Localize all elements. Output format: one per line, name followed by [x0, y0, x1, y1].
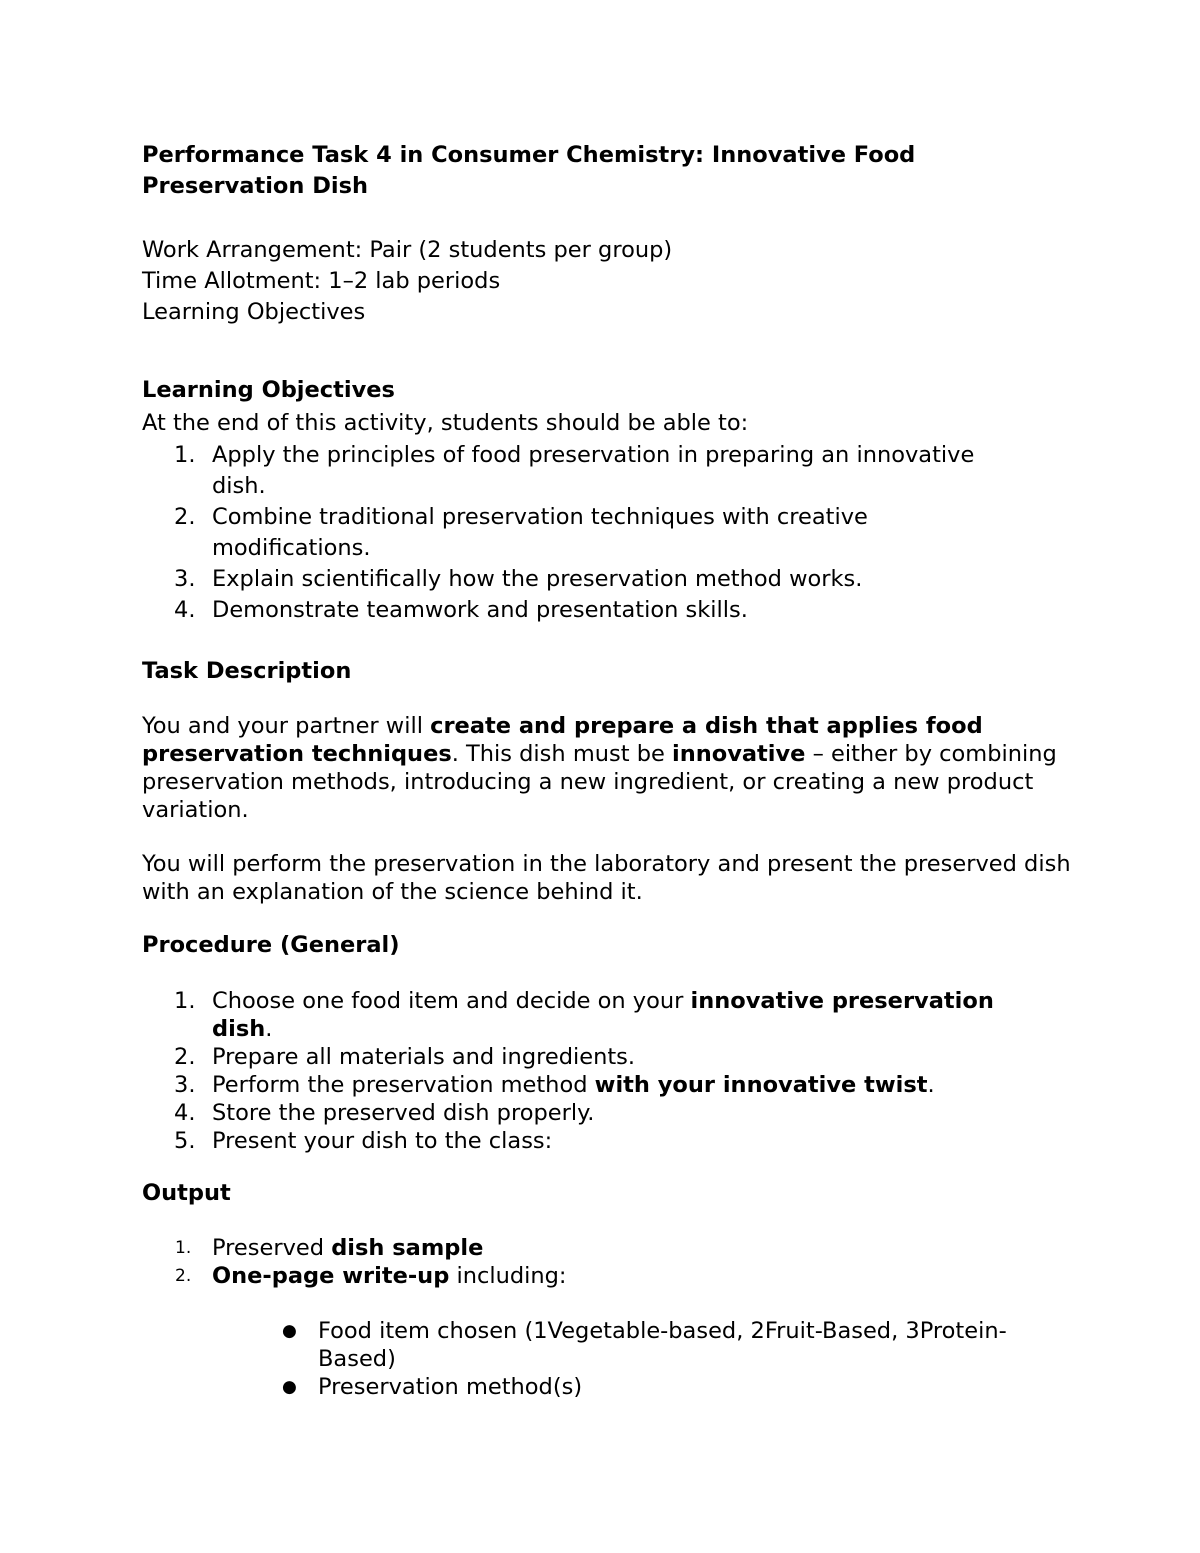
list-item: 3. Perform the preservation method with your innovative twist.	[174, 1072, 935, 1098]
list-item: ● Food item chosen (1Vegetable-based, 2Fruit-Based, 3Protein- Based)	[282, 1318, 1007, 1372]
bullet-icon: ●	[282, 1321, 297, 1341]
work-arrangement: Work Arrangement: Pair (2 students per group)	[142, 237, 673, 263]
list-item: ● Preservation method(s)	[282, 1374, 583, 1400]
procedure-heading: Procedure (General)	[142, 932, 400, 958]
list-item: 4. Demonstrate teamwork and presentation skills.	[174, 597, 748, 623]
task-paragraph-2: You will perform the preservation in the laboratory and present the preserved dish with an explanation of the science behind it.	[142, 851, 1071, 905]
list-item: 2. One-page write-up including:	[175, 1263, 567, 1289]
objectives-intro: At the end of this activity, students should be able to:	[142, 410, 749, 436]
list-item: 1. Apply the principles of food preservation in preparing an innovative dish.	[174, 442, 975, 499]
objectives-label: Learning Objectives	[142, 299, 366, 325]
objectives-list	[142, 440, 1072, 626]
task-description-heading: Task Description	[142, 658, 352, 684]
list-item: 5. Present your dish to the class:	[174, 1128, 553, 1154]
list-item: 1. Preserved dish sample	[175, 1235, 484, 1261]
document-title: Performance Task 4 in Consumer Chemistry: Innovative Food Preservation Dish	[142, 142, 916, 199]
list-item: 4. Store the preserved dish properly.	[174, 1100, 595, 1126]
list-item: 3. Explain scientifically how the preservation method works.	[174, 566, 863, 592]
output-list	[142, 1234, 1072, 1290]
bullet-icon: ●	[282, 1377, 297, 1397]
procedure-list	[142, 987, 1072, 1155]
list-item: 2. Prepare all materials and ingredients.	[174, 1044, 636, 1070]
objectives-heading: Learning Objectives	[142, 377, 395, 403]
output-bullets	[142, 1317, 1072, 1401]
list-item: 1. Choose one food item and decide on your innovative preservation dish.	[174, 988, 994, 1042]
output-heading: Output	[142, 1180, 231, 1206]
time-allotment: Time Allotment: 1–2 lab periods	[142, 268, 501, 294]
task-meta	[142, 235, 1072, 328]
task-paragraph-1: You and your partner will create and prepare a dish that applies food preservation techniques. This dish must be innovative – either by combining preservation methods, introducing a new ingredient, or creating a new product variation.	[142, 713, 1057, 823]
list-item: 2. Combine traditional preservation techniques with creative modifications.	[174, 504, 868, 561]
